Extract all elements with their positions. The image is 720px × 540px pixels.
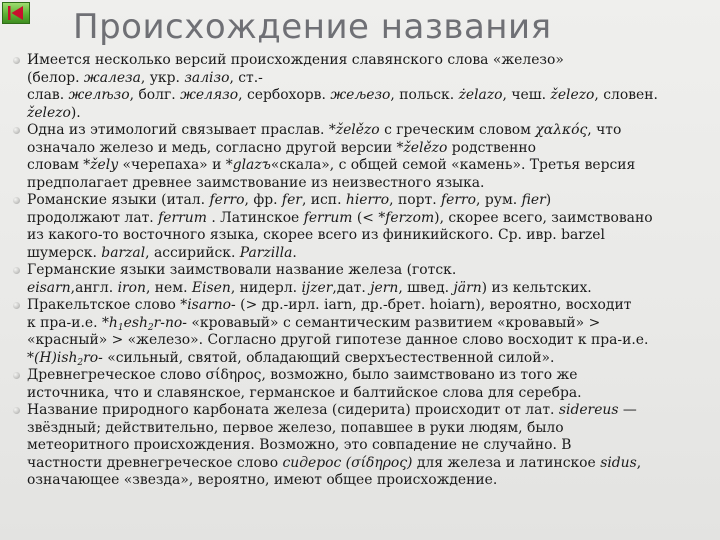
text-line: Германские языки заимствовали название железа (готск. [27,262,457,278]
text-line: означало железо и медь, согласно другой версии *želězo родственно [27,139,536,156]
text-line: Имеется несколько версий происхождения славянского слова «железо» [27,52,564,68]
text-line: источника, что и славянское, германское и балтийское слова для серебра. [27,384,582,401]
text-line: «красный» > «железо». Согласно другой гипотезе данное слово восходит к пра-и.е. [27,332,649,348]
text-line: частности древнегреческое слово сидерос (σίδηρος) для железа и латинское sidus, [27,454,642,471]
text-line: словам *žely «черепаха» и *glazъ«скала», с общей семой «камень». Третья версия [27,157,636,173]
bullet-icon [13,267,20,274]
bullet-icon [13,197,20,204]
text-line: шумерск. barzal, ассирийск. Parzilla. [27,244,297,261]
text-line: означающее «звезда», вероятно, имеют общее происхождение. [27,472,498,488]
list-item [10,122,715,192]
list-item [10,52,715,122]
text-line: метеоритного происхождения. Возможно, это совпадение не случайно. В [27,437,572,453]
text-line: Пракельтское слово *isarno- (> др.-ирл. iarn, др.-брет. hoiarn), вероятно, восходит [27,297,632,313]
bullet-icon [13,302,20,309]
text-line: (белор. жалеза, укр. залiзо, ст.- [27,69,263,86]
list-item [10,192,715,262]
list-item [10,297,715,367]
bullet-icon [13,407,20,414]
back-arrow-icon [3,3,29,23]
text-line: *(H)ish$_2$ro- «сильный, святой, обладающий сверхъестественной силой». [27,349,555,368]
text-line: Древнегреческое слово σίδηρος, возможно, было заимствовано из того же [27,367,578,383]
text-line: слав. желѣзо, болг. желязо, сербохорв. жељезо, польск. żelazo, чеш. železo, словен. [27,87,658,103]
text-line: предполагает древнее заимствование из неизвестного языка. [27,174,485,191]
text-line: продолжают лат. ferrum . Латинское ferrum (< *ferzom), скорее всего, заимствовано [27,209,653,226]
text-line: eisarn,англ. iron, нем. Eisen, нидерл. ijzer,дат. jern, швед. järn) из кельтских. [27,279,592,296]
list-item [10,262,715,297]
text-line: Название природного карбоната железа (сидерита) происходит от лат. sidereus — [27,402,637,418]
list-item [10,367,715,402]
text-line: звёздный; действительно, первое железо, попавшее в руки людям, было [27,419,564,436]
text-line: из какого-то восточного языка, скорее всего из финикийского. Ср. ивр. barzel [27,227,605,243]
back-button[interactable] [2,2,30,24]
bullet-icon [13,57,20,64]
text-line: Одна из этимологий связывает праслав. *želězo с греческим словом χαλκός, что [27,122,622,138]
bullet-list [10,52,715,490]
bullet-icon [13,127,20,134]
bullet-icon [13,372,20,379]
text-line: Романские языки (итал. ferro, фр. fer, исп. hierro, порт. ferro, рум. fier) [27,192,552,208]
text-line: železo). [27,104,81,121]
list-item [10,402,715,490]
page-title: Происхождение названия [73,7,552,47]
text-line: к пра-и.е. $*h_1esh_2r-no-$ «кровавый» с семантическим развитием «кровавый» > [27,314,601,333]
